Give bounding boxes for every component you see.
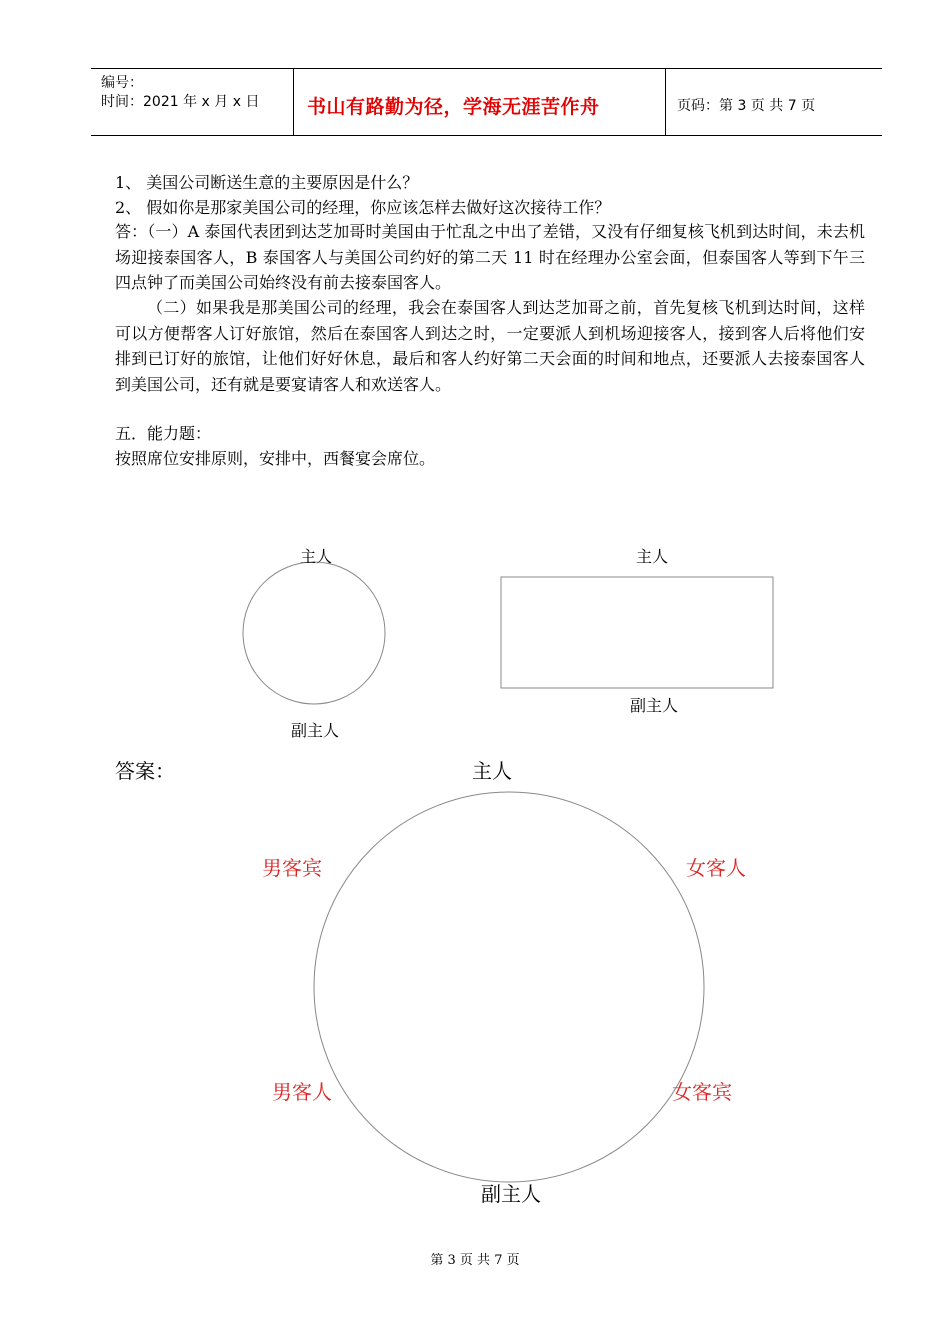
- round-table-bottom-label: 副主人: [291, 721, 340, 740]
- answer-round-table-shape: [314, 792, 704, 1182]
- answer-part-1: 答：（一）A 泰国代表团到达芝加哥时美国由于忙乱之中出了差错，又没有仔细复核飞机到达时间，未去机场迎接泰国客人，B 泰国客人与美国公司约好的第二天 11 时在经理办公室会面，但泰国客人等到下午三四点钟了而美国公司始终没有前去接泰国客人。: [115, 222, 865, 292]
- rect-table-shape: [501, 577, 773, 688]
- time-label: 时间：2021 年 x 月 x 日: [101, 94, 260, 110]
- seat-lower-left-label: 男客人: [272, 1080, 332, 1104]
- answer-bottom-label: 副主人: [481, 1182, 541, 1206]
- question-2: 2、 假如你是那家美国公司的经理，你应该怎样去做好这次接待工作？: [115, 198, 611, 217]
- rect-table-top-label: 主人: [636, 547, 669, 566]
- serial-label: 编号：: [101, 75, 143, 91]
- answer-heading: 答案：: [115, 759, 175, 783]
- answer-top-label: 主人: [472, 759, 512, 783]
- section-5-heading: 五．能力题：: [115, 424, 212, 443]
- seat-upper-right-label: 女客人: [686, 856, 746, 880]
- header-motto: 书山有路勤为径，学海无涯苦作舟: [307, 96, 600, 118]
- question-1: 1、 美国公司断送生意的主要原因是什么？: [115, 173, 419, 192]
- seat-upper-left-label: 男客宾: [262, 856, 322, 880]
- rect-table-bottom-label: 副主人: [630, 696, 679, 715]
- seat-lower-right-label: 女客宾: [672, 1080, 732, 1104]
- page-footer: 第 3 页 共 7 页: [430, 1253, 520, 1268]
- header-page-label: 页码：第 3 页 共 7 页: [677, 98, 816, 114]
- round-table-shape: [243, 562, 385, 704]
- round-table-top-label: 主人: [300, 547, 333, 566]
- task-text: 按照席位安排原则，安排中，西餐宴会席位。: [115, 449, 436, 468]
- answer-part-2: （二）如果我是那美国公司的经理，我会在泰国客人到达芝加哥之前，首先复核飞机到达时间，这样可以方便帮客人订好旅馆，然后在泰国客人到达之时，一定要派人到机场迎接客人，接到客人后将他们安排到已订好的旅馆，让他们好好休息，最后和客人约好第二天会面的时间和地点，还要派人去接泰国客人到美国公司，还有就是要宴请客人和欢送客人。: [115, 298, 865, 394]
